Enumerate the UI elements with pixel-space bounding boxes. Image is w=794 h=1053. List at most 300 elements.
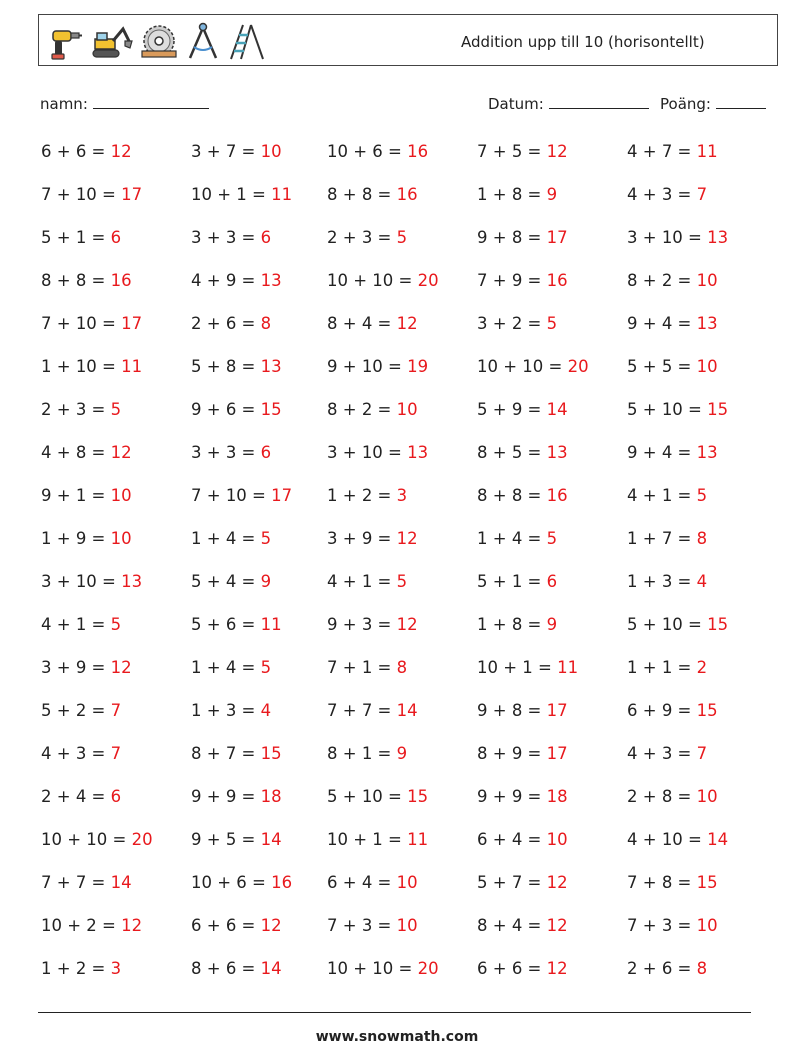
problem-question: 3 + 7 = (191, 142, 256, 161)
problem-question: 8 + 4 = (477, 916, 542, 935)
problem-row (41, 443, 781, 486)
problem (41, 701, 121, 720)
problem-row (41, 142, 781, 185)
problem (477, 658, 578, 677)
problem-answer: 10 (696, 916, 718, 935)
problem-question: 7 + 7 = (327, 701, 392, 720)
problem-answer: 5 (110, 400, 122, 419)
problem-answer: 5 (110, 615, 122, 634)
problem (327, 443, 428, 462)
problem-answer: 6 (260, 228, 272, 247)
problem (477, 400, 568, 419)
problem (191, 529, 271, 548)
problem-answer: 15 (407, 787, 429, 806)
problem (477, 529, 557, 548)
problem (477, 314, 557, 333)
problem-answer: 10 (546, 830, 568, 849)
problem-question: 8 + 6 = (191, 959, 256, 978)
problem-answer: 17 (546, 744, 568, 763)
problem (191, 658, 271, 677)
problem-question: 10 + 1 = (327, 830, 402, 849)
problem-answer: 18 (546, 787, 568, 806)
problem-question: 6 + 6 = (477, 959, 542, 978)
problem (191, 830, 282, 849)
problem (477, 873, 568, 892)
problem-question: 7 + 10 = (41, 185, 116, 204)
problem (41, 572, 142, 591)
problem (41, 529, 132, 548)
date-field[interactable] (488, 94, 649, 113)
problem-answer: 6 (110, 787, 122, 806)
problem (327, 787, 428, 806)
problem-question: 9 + 8 = (477, 701, 542, 720)
problem (41, 142, 132, 161)
problem-answer: 19 (407, 357, 429, 376)
problem-answer: 10 (696, 271, 718, 290)
problem (191, 400, 282, 419)
problem (627, 228, 728, 247)
problem-row (41, 830, 781, 873)
problem-question: 9 + 4 = (627, 443, 692, 462)
problem-question: 8 + 7 = (191, 744, 256, 763)
problem (191, 615, 282, 634)
problem-answer: 14 (110, 873, 132, 892)
problem-answer: 16 (407, 142, 429, 161)
problem-row (41, 400, 781, 443)
problem-answer: 15 (707, 615, 729, 634)
problem-question: 10 + 6 = (191, 873, 266, 892)
problem (41, 615, 121, 634)
problem-answer: 17 (546, 228, 568, 247)
problem-answer: 10 (696, 787, 718, 806)
problem-question: 1 + 1 = (627, 658, 692, 677)
problem-answer: 7 (696, 185, 708, 204)
problem (327, 572, 407, 591)
problem-answer: 13 (260, 271, 282, 290)
problem (477, 357, 589, 376)
problem (627, 486, 707, 505)
problem-question: 2 + 6 = (191, 314, 256, 333)
problem (327, 959, 439, 978)
problem (627, 142, 718, 161)
problem (327, 658, 407, 677)
problem-answer: 20 (417, 271, 439, 290)
problem-answer: 16 (546, 486, 568, 505)
problem-question: 3 + 3 = (191, 228, 256, 247)
problem (477, 959, 568, 978)
problem-answer: 14 (546, 400, 568, 419)
problem (41, 959, 121, 978)
problem-answer: 7 (110, 701, 122, 720)
problem (327, 873, 418, 892)
problem-question: 7 + 7 = (41, 873, 106, 892)
problem-answer: 6 (260, 443, 272, 462)
problem-row (41, 744, 781, 787)
problem (477, 185, 557, 204)
problem-question: 10 + 1 = (191, 185, 266, 204)
problem-question: 1 + 8 = (477, 185, 542, 204)
problem-question: 9 + 5 = (191, 830, 256, 849)
problem-question: 4 + 1 = (41, 615, 106, 634)
problem-answer: 13 (696, 443, 718, 462)
problem-answer: 5 (396, 228, 408, 247)
problem-question: 8 + 8 = (477, 486, 542, 505)
problem (41, 787, 121, 806)
problem-answer: 16 (271, 873, 293, 892)
problem-answer: 13 (546, 443, 568, 462)
problem (627, 271, 718, 290)
name-field[interactable] (40, 94, 209, 113)
problem (41, 873, 132, 892)
problem (627, 443, 718, 462)
problem (327, 701, 418, 720)
problem (191, 443, 271, 462)
problem-answer: 5 (696, 486, 708, 505)
problem-answer: 10 (110, 529, 132, 548)
problem-question: 2 + 3 = (327, 228, 392, 247)
problem-answer: 8 (696, 529, 708, 548)
problem-question: 6 + 6 = (41, 142, 106, 161)
problem-question: 5 + 4 = (191, 572, 256, 591)
problem-question: 4 + 10 = (627, 830, 702, 849)
problem (41, 744, 121, 763)
problem (627, 873, 718, 892)
problem (327, 916, 418, 935)
problem-question: 4 + 7 = (627, 142, 692, 161)
problem (41, 314, 142, 333)
problem (627, 400, 728, 419)
problem-question: 3 + 10 = (627, 228, 702, 247)
problem-answer: 17 (271, 486, 293, 505)
problem-question: 5 + 8 = (191, 357, 256, 376)
problem-question: 8 + 5 = (477, 443, 542, 462)
problem-question: 8 + 4 = (327, 314, 392, 333)
problem-answer: 9 (546, 615, 558, 634)
problem (191, 357, 282, 376)
problem (41, 486, 132, 505)
problem-question: 2 + 4 = (41, 787, 106, 806)
problem (327, 744, 407, 763)
problem-question: 1 + 8 = (477, 615, 542, 634)
problem-question: 9 + 6 = (191, 400, 256, 419)
problem-answer: 5 (260, 658, 272, 677)
problem-question: 1 + 10 = (41, 357, 116, 376)
problem (41, 443, 132, 462)
problem-question: 3 + 9 = (41, 658, 106, 677)
problem-answer: 12 (546, 142, 568, 161)
problem-row (41, 787, 781, 830)
problem (191, 959, 282, 978)
problem-question: 7 + 10 = (41, 314, 116, 333)
problem (327, 830, 428, 849)
problem (41, 271, 132, 290)
problem-question: 7 + 8 = (627, 873, 692, 892)
problem-question: 7 + 1 = (327, 658, 392, 677)
problem-question: 6 + 9 = (627, 701, 692, 720)
problem-answer: 5 (546, 529, 558, 548)
problem-question: 4 + 3 = (627, 185, 692, 204)
problem (191, 271, 282, 290)
problem-row (41, 357, 781, 400)
problem-answer: 16 (110, 271, 132, 290)
problem (627, 572, 707, 591)
problem-question: 3 + 10 = (327, 443, 402, 462)
problem-answer: 20 (131, 830, 153, 849)
problem-question: 8 + 8 = (41, 271, 106, 290)
problem (627, 916, 718, 935)
footer-url[interactable]: www.snowmath.com (315, 1029, 479, 1045)
problem (627, 185, 707, 204)
problem-answer: 9 (546, 185, 558, 204)
problem-question: 10 + 6 = (327, 142, 402, 161)
problem-question: 8 + 2 = (327, 400, 392, 419)
problem-question: 4 + 3 = (627, 744, 692, 763)
problem (477, 916, 568, 935)
problem (191, 744, 282, 763)
problem (191, 486, 292, 505)
date-blank[interactable] (549, 94, 649, 109)
problem-row (41, 185, 781, 228)
problem-question: 5 + 10 = (627, 400, 702, 419)
name-blank[interactable] (93, 94, 209, 109)
problem (327, 486, 407, 505)
problem-answer: 11 (557, 658, 579, 677)
problem-question: 10 + 10 = (477, 357, 563, 376)
problem-question: 10 + 1 = (477, 658, 552, 677)
problem-question: 8 + 8 = (327, 185, 392, 204)
problem-question: 5 + 10 = (627, 615, 702, 634)
problem (627, 314, 718, 333)
problem (191, 142, 282, 161)
problem (41, 658, 132, 677)
problem-question: 9 + 10 = (327, 357, 402, 376)
problem (191, 572, 271, 591)
problem-question: 2 + 6 = (627, 959, 692, 978)
problem (191, 228, 271, 247)
problem-question: 7 + 5 = (477, 142, 542, 161)
problem-answer: 8 (260, 314, 272, 333)
problem-question: 5 + 6 = (191, 615, 256, 634)
drill-icon (43, 21, 83, 61)
problem-row (41, 271, 781, 314)
problem-question: 1 + 7 = (627, 529, 692, 548)
problem-answer: 10 (396, 873, 418, 892)
problem-row (41, 314, 781, 357)
problem-row (41, 701, 781, 744)
problem-question: 5 + 1 = (41, 228, 106, 247)
problem (477, 486, 568, 505)
problem (627, 959, 707, 978)
saw-blade-icon (139, 21, 179, 61)
problem-row (41, 529, 781, 572)
problem-row (41, 873, 781, 916)
problem (41, 228, 121, 247)
problem-answer: 7 (110, 744, 122, 763)
problem (627, 830, 728, 849)
problem (41, 830, 153, 849)
problem-question: 9 + 4 = (627, 314, 692, 333)
problem-question: 9 + 9 = (477, 787, 542, 806)
score-label: Poäng: (660, 95, 711, 113)
problem-answer: 11 (260, 615, 282, 634)
problem (327, 615, 418, 634)
problem-answer: 15 (696, 873, 718, 892)
problem-question: 6 + 6 = (191, 916, 256, 935)
problem (477, 572, 557, 591)
score-field[interactable] (660, 94, 766, 113)
problem-question: 10 + 10 = (41, 830, 127, 849)
worksheet-header (38, 14, 778, 66)
problem-answer: 12 (110, 443, 132, 462)
problem-question: 4 + 8 = (41, 443, 106, 462)
problem-question: 3 + 10 = (41, 572, 116, 591)
problem (627, 658, 707, 677)
problem (477, 701, 568, 720)
problem (477, 142, 568, 161)
problem-question: 7 + 3 = (327, 916, 392, 935)
problem-answer: 6 (546, 572, 558, 591)
problem-answer: 3 (396, 486, 408, 505)
problem-answer: 12 (396, 615, 418, 634)
problem-answer: 20 (417, 959, 439, 978)
problem-question: 3 + 3 = (191, 443, 256, 462)
problem-answer: 15 (260, 744, 282, 763)
problem-answer: 11 (121, 357, 143, 376)
problem-row (41, 959, 781, 1002)
problem-answer: 12 (546, 916, 568, 935)
problem-question: 4 + 9 = (191, 271, 256, 290)
problem-question: 5 + 7 = (477, 873, 542, 892)
problem (191, 787, 282, 806)
problem-question: 5 + 9 = (477, 400, 542, 419)
problem-answer: 15 (696, 701, 718, 720)
problem-answer: 10 (260, 142, 282, 161)
problem (627, 744, 707, 763)
problem (327, 357, 428, 376)
problem (327, 185, 418, 204)
problem (191, 185, 292, 204)
problem (477, 615, 557, 634)
problem-row (41, 228, 781, 271)
problem-answer: 9 (260, 572, 272, 591)
problem (41, 185, 142, 204)
problem (41, 357, 142, 376)
problem (627, 529, 707, 548)
problem-answer: 13 (696, 314, 718, 333)
problem-answer: 4 (260, 701, 272, 720)
problem-answer: 9 (396, 744, 408, 763)
problem-question: 3 + 9 = (327, 529, 392, 548)
problem-question: 1 + 2 = (41, 959, 106, 978)
problem-answer: 15 (707, 400, 729, 419)
problem-answer: 12 (396, 529, 418, 548)
problem-row (41, 916, 781, 959)
problem-question: 8 + 9 = (477, 744, 542, 763)
date-label: Datum: (488, 95, 544, 113)
problem (191, 701, 271, 720)
name-label: namn: (40, 95, 88, 113)
problem-question: 6 + 4 = (327, 873, 392, 892)
problem-answer: 6 (110, 228, 122, 247)
problem-question: 7 + 9 = (477, 271, 542, 290)
problem-question: 10 + 2 = (41, 916, 116, 935)
problem-answer: 16 (546, 271, 568, 290)
problem (627, 357, 718, 376)
problem-question: 1 + 4 = (191, 529, 256, 548)
problem-question: 1 + 3 = (191, 701, 256, 720)
problem (41, 916, 142, 935)
score-blank[interactable] (716, 94, 766, 109)
compass-icon (185, 21, 221, 61)
problem (477, 787, 568, 806)
problem-question: 1 + 3 = (627, 572, 692, 591)
problem-question: 8 + 1 = (327, 744, 392, 763)
problem-answer: 15 (260, 400, 282, 419)
problem-question: 1 + 4 = (191, 658, 256, 677)
problem-row (41, 572, 781, 615)
problem-answer: 5 (396, 572, 408, 591)
problem-question: 7 + 3 = (627, 916, 692, 935)
problem (477, 271, 568, 290)
problem (327, 314, 418, 333)
problem-answer: 12 (121, 916, 143, 935)
problem-question: 4 + 1 = (327, 572, 392, 591)
problem-question: 2 + 8 = (627, 787, 692, 806)
problem-answer: 14 (707, 830, 729, 849)
problem-question: 9 + 9 = (191, 787, 256, 806)
problem (627, 615, 728, 634)
problem-answer: 8 (396, 658, 408, 677)
problem (627, 701, 718, 720)
problem-question: 1 + 9 = (41, 529, 106, 548)
problem-question: 1 + 4 = (477, 529, 542, 548)
problem-question: 5 + 1 = (477, 572, 542, 591)
problem-answer: 17 (121, 314, 143, 333)
problem-question: 5 + 10 = (327, 787, 402, 806)
ladder-icon (227, 21, 267, 61)
problem-answer: 5 (546, 314, 558, 333)
excavator-icon (89, 21, 133, 61)
problem (627, 787, 718, 806)
problem-answer: 17 (121, 185, 143, 204)
problem-answer: 10 (696, 357, 718, 376)
problem-question: 1 + 2 = (327, 486, 392, 505)
problem-question: 9 + 1 = (41, 486, 106, 505)
problem-answer: 13 (707, 228, 729, 247)
problem (477, 443, 568, 462)
problem-answer: 10 (396, 400, 418, 419)
problem-question: 10 + 10 = (327, 959, 413, 978)
problem-question: 2 + 3 = (41, 400, 106, 419)
problem-question: 3 + 2 = (477, 314, 542, 333)
problem-answer: 3 (110, 959, 122, 978)
problem-answer: 11 (271, 185, 293, 204)
problem-answer: 7 (696, 744, 708, 763)
problem-question: 7 + 10 = (191, 486, 266, 505)
header-icons (43, 21, 267, 61)
problem-answer: 13 (121, 572, 143, 591)
problem-answer: 14 (260, 830, 282, 849)
problem-answer: 16 (396, 185, 418, 204)
problem (191, 873, 292, 892)
problem-answer: 12 (110, 142, 132, 161)
problem (477, 744, 568, 763)
problem-answer: 11 (696, 142, 718, 161)
problem-question: 8 + 2 = (627, 271, 692, 290)
problem (327, 400, 418, 419)
problem-answer: 12 (396, 314, 418, 333)
problem-question: 4 + 1 = (627, 486, 692, 505)
